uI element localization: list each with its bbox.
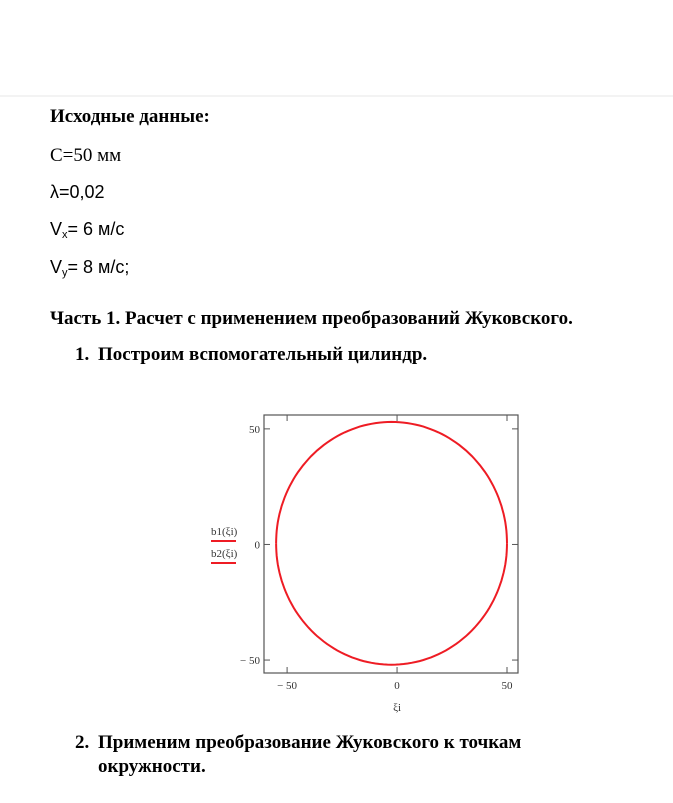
step-2-text-cont: окружности. [98,756,206,777]
vx-sub: x [62,229,68,241]
step-2-number: 2. [75,732,90,753]
vx-label: V [50,219,63,239]
y-tick-label: 0 [254,539,260,552]
vy-label: V [50,257,63,277]
plot-frame [264,415,518,673]
y-tick-label: 50 [249,423,260,436]
vy-value: = 8 м/с; [67,257,130,277]
x-tick-label: − 50 [277,680,298,692]
series-1-line [276,422,507,543]
legend-label-1: b1(ξi) [211,526,238,538]
param-c: C=50 мм [50,145,122,166]
y-tick-label: − 50 [240,655,260,668]
step-2-text: Применим преобразование Жуковского к точкам [98,732,522,753]
param-lambda: λ=0,02 [50,182,105,202]
vy-sub: y [62,267,68,279]
source-data-heading: Исходные данные: [50,106,210,127]
x-axis-label: ξi [393,702,402,714]
x-tick-label: 50 [501,680,513,692]
vx-value: = 6 м/с [67,219,125,239]
legend-label-2: b2(ξi) [211,548,238,560]
step-1-text: Построим вспомогательный цилиндр. [98,344,428,365]
series-2-line [276,543,507,664]
part1-heading: Часть 1. Расчет с применением преобразований Жуковского. [50,308,573,329]
x-tick-label: 0 [394,680,400,692]
step-1-number: 1. [75,344,90,365]
